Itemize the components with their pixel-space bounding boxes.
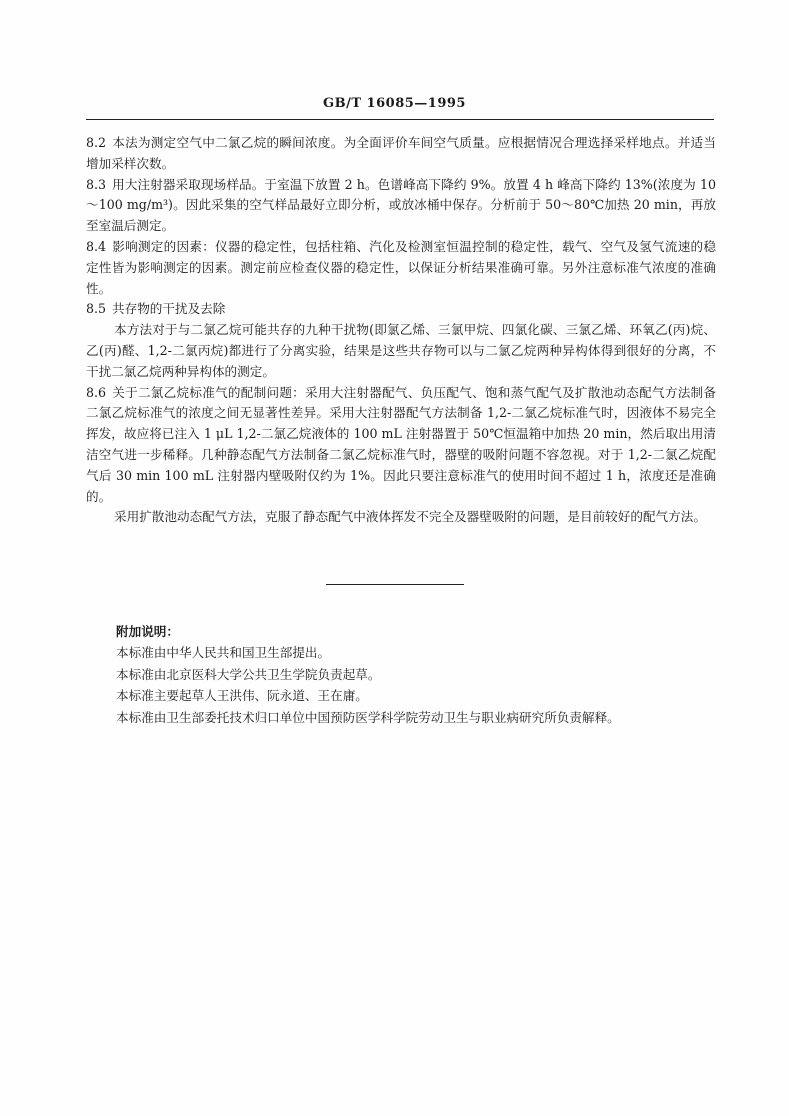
note-line: 本标准主要起草人王洪伟、阮永道、王在庸。	[116, 688, 368, 704]
separator-rule	[326, 584, 464, 585]
section-text: 本法为测定空气中二氯乙烷的瞬间浓度。为全面评价车间空气质量。应根据情况合理选择采样地点。并适当增加采样次数。	[86, 135, 716, 171]
body-content	[86, 133, 716, 528]
section-heading: 共存物的干扰及去除	[112, 301, 226, 317]
section-8-4	[86, 237, 716, 299]
section-8-6	[86, 383, 716, 508]
section-number: 8.4	[86, 238, 107, 254]
note-line: 本标准由卫生部委托技术归口单位中国预防医学科学院劳动卫生与职业病研究所负责解释。	[116, 709, 620, 725]
section-text: 用大注射器采取现场样品。于室温下放置 2 h。色谱峰高下降约 9%。放置 4 h 峰高下降约 13%(浓度为 10～100 mg/m³)。因此采集的空气样品最好立即分析，或放冰桶中保存。分析前于 50～80℃加热 20 min，再放至室温后测定。	[86, 176, 716, 234]
section-8-5	[86, 299, 716, 320]
section-number: 8.5	[86, 301, 107, 317]
additional-note	[116, 621, 716, 728]
section-text: 影响测定的因素：仪器的稳定性，包括柱箱、汽化及检测室恒温控制的稳定性，载气、空气及氢气流速的稳定性皆为影响测定的因素。测定前应检查仪器的稳定性，以保证分析结果准确可靠。另外注意标准气浓度的准确性。	[86, 238, 716, 296]
section-text: 采用扩散池动态配气方法，克服了静态配气中液体挥发不完全及器壁吸附的问题，是目前较好的配气方法。	[114, 509, 706, 525]
standard-code-header: GB/T 16085—1995	[323, 96, 466, 111]
section-8-6-body	[86, 507, 716, 528]
header-rule	[86, 119, 714, 120]
note-line: 本标准由北京医科大学公共卫生学院负责起草。	[116, 666, 381, 682]
note-line: 本标准由中华人民共和国卫生部提出。	[116, 645, 331, 661]
section-8-5-body	[86, 320, 716, 382]
section-text: 关于二氯乙烷标准气的配制问题：采用大注射器配气、负压配气、饱和蒸气配气及扩散池动态配气方法制备二氯乙烷标准气的浓度之间无显著性差异。采用大注射器配气方法制备 1,2-二氯乙烷标准气时，因液体不易完全挥发，故应将已注入 1 μL 1,2-二氯乙烷液体的 100 mL 注射器置于 50℃恒温箱中加热 20 min，然后取出用清洁空气进一步稀释。几种静态配气方法制备二氯乙烷标准气时，器壁的吸附问题不容忽视。对于 1,2-二氯乙烷配气后 30 min 100 mL 注射器内壁吸附仅约为 1%。因此只要注意标准气的使用时间不超过 1 h，浓度还是准确的。	[86, 384, 716, 504]
section-text: 本方法对于与二氯乙烷可能共存的九种干扰物(即氯乙烯、三氯甲烷、四氯化碳、三氯乙烯、环氧乙(丙)烷、乙(丙)醛、1,2-二氯丙烷)都进行了分离实验，结果是这些共存物可以与二氯乙烷两种异构体得到很好的分离，不干扰二氯乙烷两种异构体的测定。	[86, 322, 716, 379]
section-number: 8.6	[86, 384, 107, 400]
section-8-3	[86, 175, 716, 237]
note-title: 附加说明：	[116, 624, 179, 639]
section-number: 8.2	[86, 135, 107, 150]
section-8-2	[86, 133, 716, 175]
section-number: 8.3	[86, 176, 107, 192]
